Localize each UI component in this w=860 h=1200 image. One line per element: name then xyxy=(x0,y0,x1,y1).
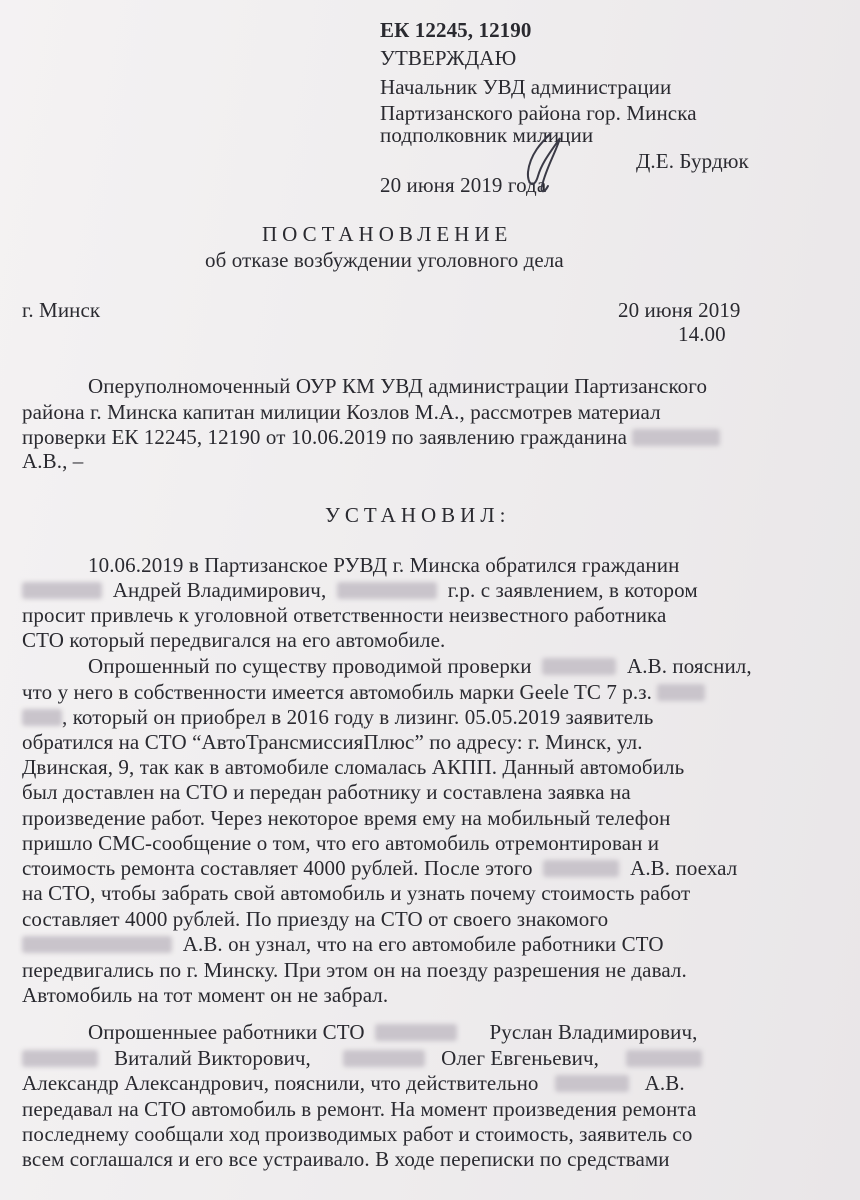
approver-name: Д.Е. Бурдюк xyxy=(636,149,749,173)
p3-line3: Александр Александрович, пояснили, что действительно А.В. xyxy=(22,1071,685,1095)
p2-line8: пришло СМС-сообщение о том, что его автомобиль отремонтирован и xyxy=(22,831,660,855)
p3-line2: Виталий Викторович, Олег Евгеньевич, xyxy=(22,1046,702,1070)
p2-line1: Опрошенный по существу проводимой проверки А.В. пояснил, xyxy=(88,654,752,678)
p1-line1: 10.06.2019 в Партизанское РУВД г. Минска обратился гражданин xyxy=(88,553,680,577)
p1-line2: Андрей Владимирович, г.р. с заявлением, в котором xyxy=(22,578,698,602)
approver-position-line1: Начальник УВД администрации xyxy=(380,75,672,99)
intro-line3: проверки ЕК 12245, 12190 от 10.06.2019 по заявлению гражданина xyxy=(22,425,720,449)
document-subtitle: об отказе возбуждении уголовного дела xyxy=(205,248,564,272)
established-heading: УСТАНОВИЛ: xyxy=(325,503,511,527)
p2-line2: что у него в собственности имеется автомобиль марки Geele TC 7 р.з. xyxy=(22,680,705,704)
p3-line6: всем соглашался и его все устраивало. В ходе переписки по средствами xyxy=(22,1147,670,1171)
p2-line5: Двинская, 9, так как в автомобиле сломалась АКПП. Данный автомобиль xyxy=(22,755,685,779)
place-time: 14.00 xyxy=(678,322,726,346)
place-date: 20 июня 2019 xyxy=(618,298,741,322)
p2-line4: обратился на СТО “АвтоТрансмиссияПлюс” по адресу: г. Минск, ул. xyxy=(22,730,643,754)
signature-icon xyxy=(512,128,572,198)
approver-rank: подполковник милиции xyxy=(380,123,594,147)
p2-line3: , который он приобрел в 2016 году в лизинг. 05.05.2019 заявитель xyxy=(22,705,653,729)
p2-line12: А.В. он узнал, что на его автомобиле работники СТО xyxy=(22,932,664,956)
p3-line4: передавал на СТО автомобиль в ремонт. На момент произведения ремонта xyxy=(22,1097,697,1121)
case-number: ЕК 12245, 12190 xyxy=(380,18,532,42)
approver-position-line2: Партизанского района гор. Минска xyxy=(380,101,697,125)
place-city: г. Минск xyxy=(22,298,101,322)
intro-line1: Оперуполномоченный ОУР КМ УВД администрации Партизанского xyxy=(88,374,708,398)
intro-line2: района г. Минска капитан милиции Козлов М.А., рассмотрев материал xyxy=(22,400,661,424)
p2-line6: был доставлен на СТО и передан работнику и составлена заявка на xyxy=(22,780,631,804)
p2-line7: произведение работ. Через некоторое время ему на мобильный телефон xyxy=(22,806,671,830)
p3-line5: последнему сообщали ход производимых работ и стоимость, заявитель со xyxy=(22,1122,693,1146)
p3-line1: Опрошенныее работники СТО Руслан Владимирович, xyxy=(88,1020,698,1044)
p2-line9: стоимость ремонта составляет 4000 рублей. После этого А.В. поехал xyxy=(22,856,738,880)
approval-date: 20 июня 2019 года xyxy=(380,173,547,197)
p2-line10: на СТО, чтобы забрать свой автомобиль и узнать почему стоимость работ xyxy=(22,881,691,905)
document-title: ПОСТАНОВЛЕНИЕ xyxy=(262,222,513,246)
p2-line14: Автомобиль на тот момент он не забрал. xyxy=(22,983,389,1007)
p2-line13: передвигались по г. Минску. При этом он на поезду разрешения не давал. xyxy=(22,958,687,982)
p1-line4: СТО который передвигался на его автомобиле. xyxy=(22,628,446,652)
p2-line11: составляет 4000 рублей. По приезду на СТО от своего знакомого xyxy=(22,907,609,931)
approve-heading: УТВЕРЖДАЮ xyxy=(380,46,517,70)
p1-line3: просит привлечь к уголовной ответственности неизвестного работника xyxy=(22,603,667,627)
intro-line4: А.В., – xyxy=(22,449,84,473)
